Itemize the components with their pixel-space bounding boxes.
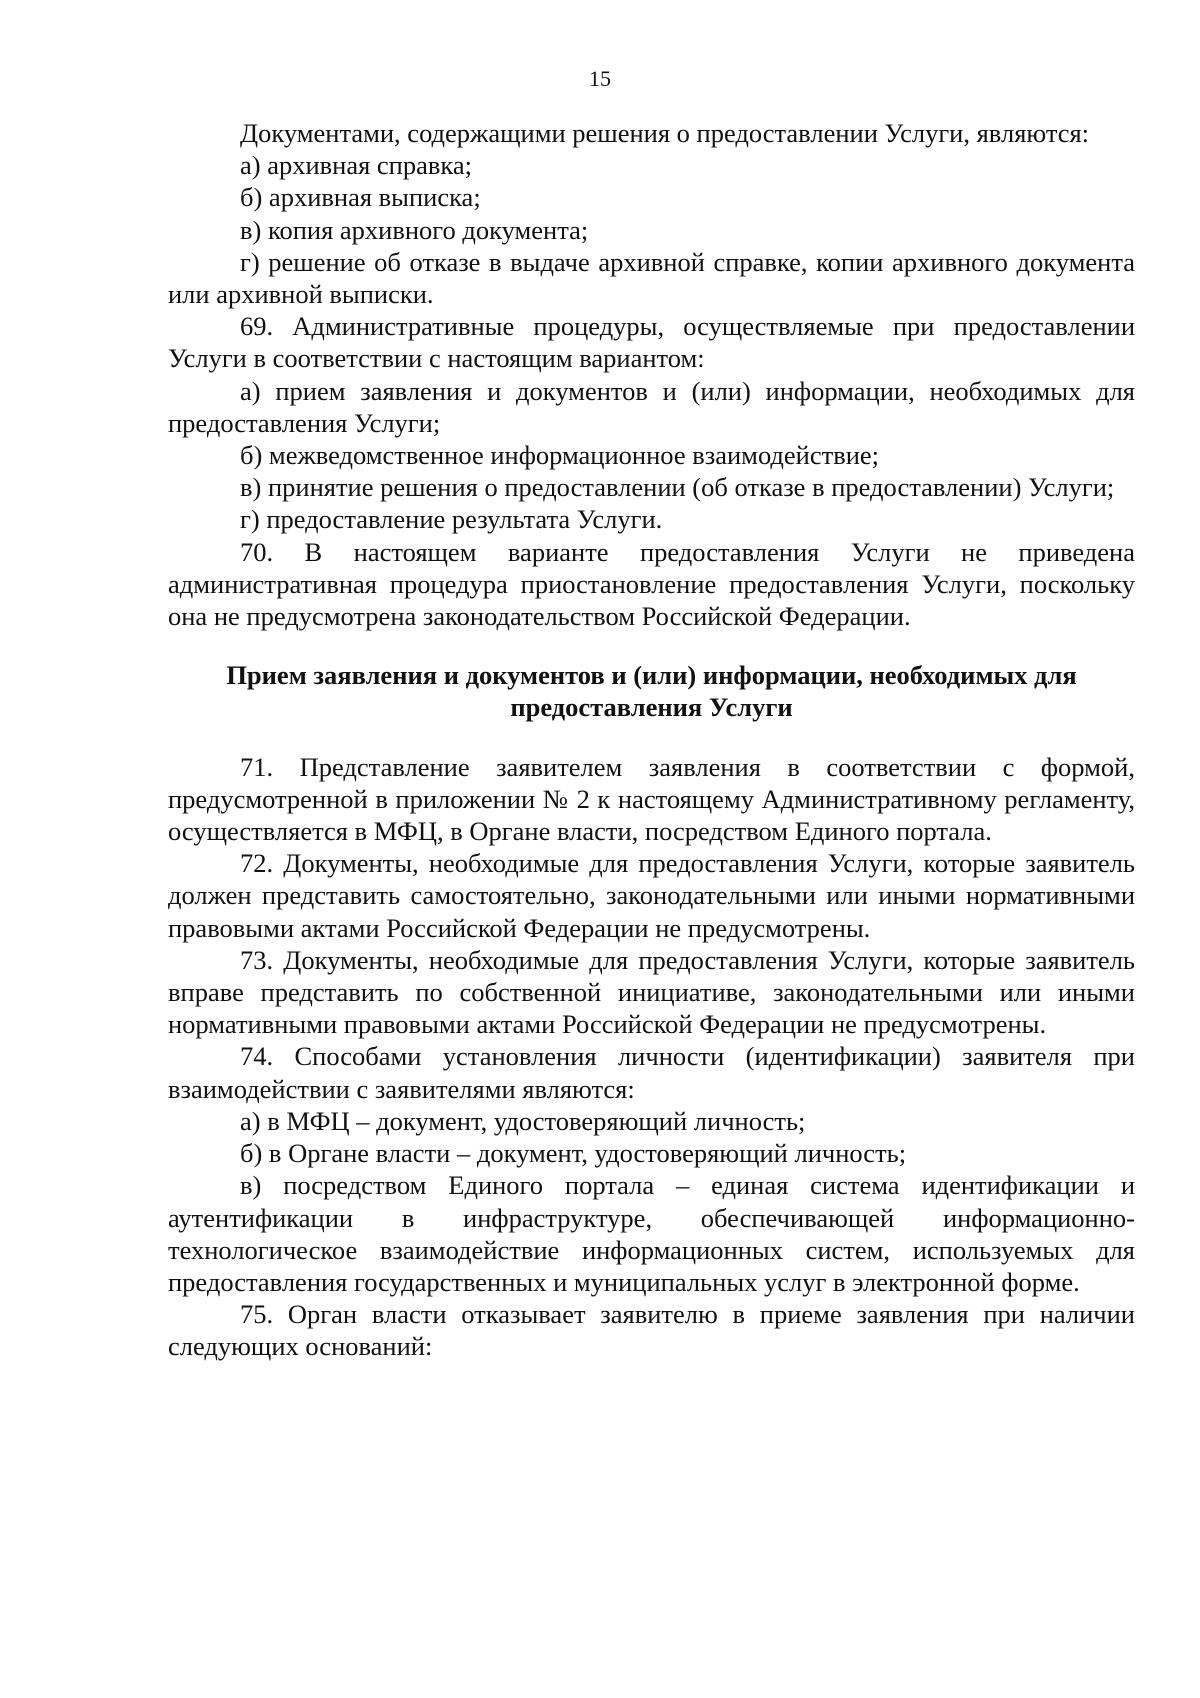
paragraph-70: 70. В настоящем варианте предоставления Услуги не приведена административная процедура приостановление предоставления Услуги, поскольку она не предусмотрена законодательством Российской Федерации. (168, 536, 1135, 632)
list-item-refusal-decision: г) решение об отказе в выдаче архивной справке, копии архивного документа или архивной выписки. (168, 246, 1135, 310)
document-body (168, 117, 1135, 1363)
list-item-portal-identity: в) посредством Единого портала – единая система идентификации и аутентификации в инфраструктуре, обеспечивающей информационно-технологическое взаимодействие информационных систем, используемых для предоставления государственных и муниципальных услуг в электронной форме. (168, 1170, 1135, 1297)
list-item-decision-making: в) принятие решения о предоставлении (об отказе в предоставлении) Услуги; (240, 472, 1115, 503)
list-item-interagency-interaction: б) межведомственное информационное взаимодействие; (240, 440, 880, 471)
paragraph-75: 75. Орган власти отказывает заявителю в приеме заявления при наличии следующих оснований: (168, 1299, 1135, 1362)
paragraph-73: 73. Документы, необходимые для предоставления Услуги, которые заявитель вправе представить по собственной инициативе, законодательными или иными нормативными правовыми актами Российской Федерации не предусмотрены. (168, 944, 1135, 1040)
list-item-archive-extract: б) архивная выписка; (240, 182, 481, 213)
page-number: 15 (589, 66, 611, 91)
list-item-archive-document-copy: в) копия архивного документа; (240, 214, 589, 245)
paragraph-72: 72. Документы, необходимые для предоставления Услуги, которые заявитель должен представить самостоятельно, законодательными или иными нормативными правовыми актами Российской Федерации не предусмотрены. (168, 848, 1135, 943)
paragraph-69: 69. Административные процедуры, осуществляемые при предоставлении Услуги в соответствии с настоящим вариантом: (168, 311, 1135, 374)
list-item-mfc-identity: а) в МФЦ – документ, удостоверяющий личность; (240, 1105, 806, 1136)
section-heading: Прием заявления и документов и (или) информации, необходимых для предоставления Услуги (226, 660, 1077, 723)
paragraph-decision-documents: Документами, содержащими решения о предоставлении Услуги, являются: (240, 118, 1090, 148)
list-item-authority-identity: б) в Органе власти – документ, удостоверяющий личность; (240, 1138, 907, 1169)
list-item-result-provision: г) предоставление результата Услуги. (240, 504, 663, 535)
paragraph-71: 71. Представление заявителем заявления в соответствии с формой, предусмотренной в приложении № 2 к настоящему Административному регламенту, осуществляется в МФЦ, в Органе власти, посредством Единого портала. (168, 751, 1135, 847)
paragraph-74: 74. Способами установления личности (идентификации) заявителя при взаимодействии с заявителями являются: (168, 1041, 1135, 1104)
list-item-application-receipt: а) прием заявления и документов и (или) информации, необходимых для предоставления Услуги; (168, 375, 1135, 438)
list-item-archive-certificate: а) архивная справка; (240, 150, 472, 181)
